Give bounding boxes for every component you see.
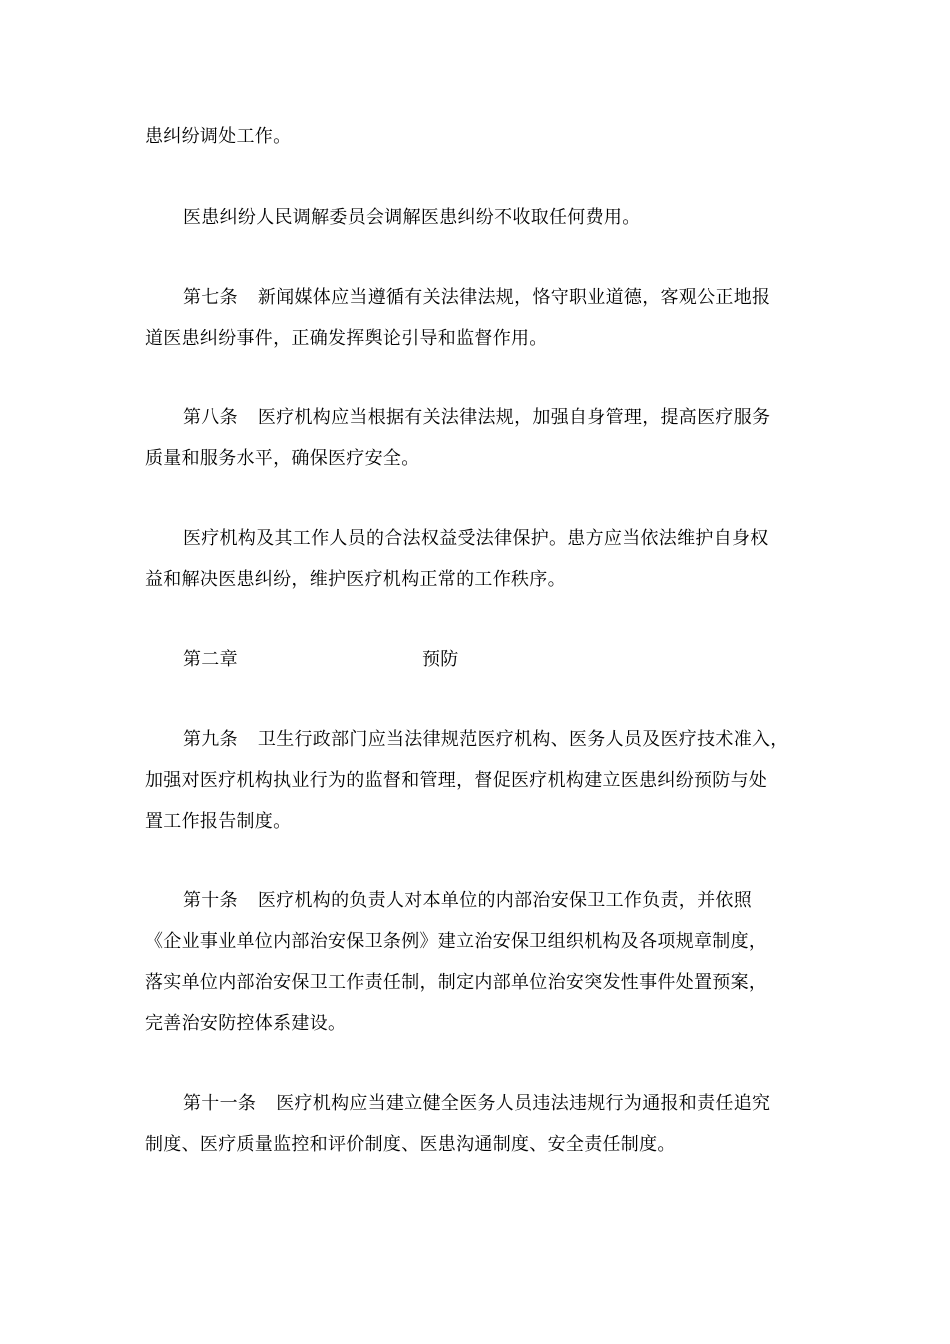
- article-text: 医疗机构应当根据有关法律法规，加强自身管理，提高医疗服务: [257, 407, 771, 428]
- article-text: 医疗机构的负责人对本单位的内部治安保卫工作负责，并依照: [257, 890, 753, 911]
- article-text: 卫生行政部门应当法律规范医疗机构、医务人员及医疗技术准入，: [257, 729, 789, 750]
- paragraph-line: 落实单位内部治安保卫工作责任制，制定内部单位治安突发性事件处置预案，: [145, 972, 768, 993]
- article-11-first-line: [183, 1092, 770, 1116]
- paragraph-line: 完善治安防控体系建设。: [145, 1013, 347, 1034]
- article-label: 第十条: [183, 890, 238, 911]
- article-label: 第十一条: [183, 1093, 257, 1114]
- article-text: 新闻媒体应当遵循有关法律法规，恪守职业道德，客观公正地报: [257, 287, 771, 308]
- chapter-label: 第二章: [183, 649, 238, 670]
- article-text: 医疗机构应当建立健全医务人员违法违规行为通报和责任追究: [276, 1093, 771, 1114]
- article-9-first-line: [183, 728, 789, 752]
- paragraph-line: 医疗机构及其工作人员的合法权益受法律保护。患方应当依法维护自身权: [183, 528, 769, 549]
- chapter-title: 预防: [422, 649, 459, 670]
- article-10-first-line: [183, 889, 752, 913]
- paragraph-line: 置工作报告制度。: [145, 811, 292, 832]
- paragraph-line: 医患纠纷人民调解委员会调解医患纠纷不收取任何费用。: [183, 207, 641, 228]
- paragraph-line: 益和解决医患纠纷，维护医疗机构正常的工作秩序。: [145, 569, 566, 590]
- article-label: 第七条: [183, 287, 238, 308]
- article-label: 第九条: [183, 729, 238, 750]
- paragraph-line: 制度、医疗质量监控和评价制度、医患沟通制度、安全责任制度。: [145, 1134, 676, 1155]
- paragraph-line: 加强对医疗机构执业行为的监督和管理，督促医疗机构建立医患纠纷预防与处: [145, 770, 768, 791]
- paragraph-line: 道医患纠纷事件，正确发挥舆论引导和监督作用。: [145, 328, 548, 349]
- article-7-first-line: [183, 286, 770, 310]
- article-8-first-line: [183, 406, 770, 430]
- paragraph-line: 《企业事业单位内部治安保卫条例》建立治安保卫组织机构及各项规章制度，: [145, 931, 768, 952]
- paragraph-line: 质量和服务水平，确保医疗安全。: [145, 448, 420, 469]
- paragraph-line: 患纠纷调处工作。: [145, 126, 292, 147]
- article-label: 第八条: [183, 407, 238, 428]
